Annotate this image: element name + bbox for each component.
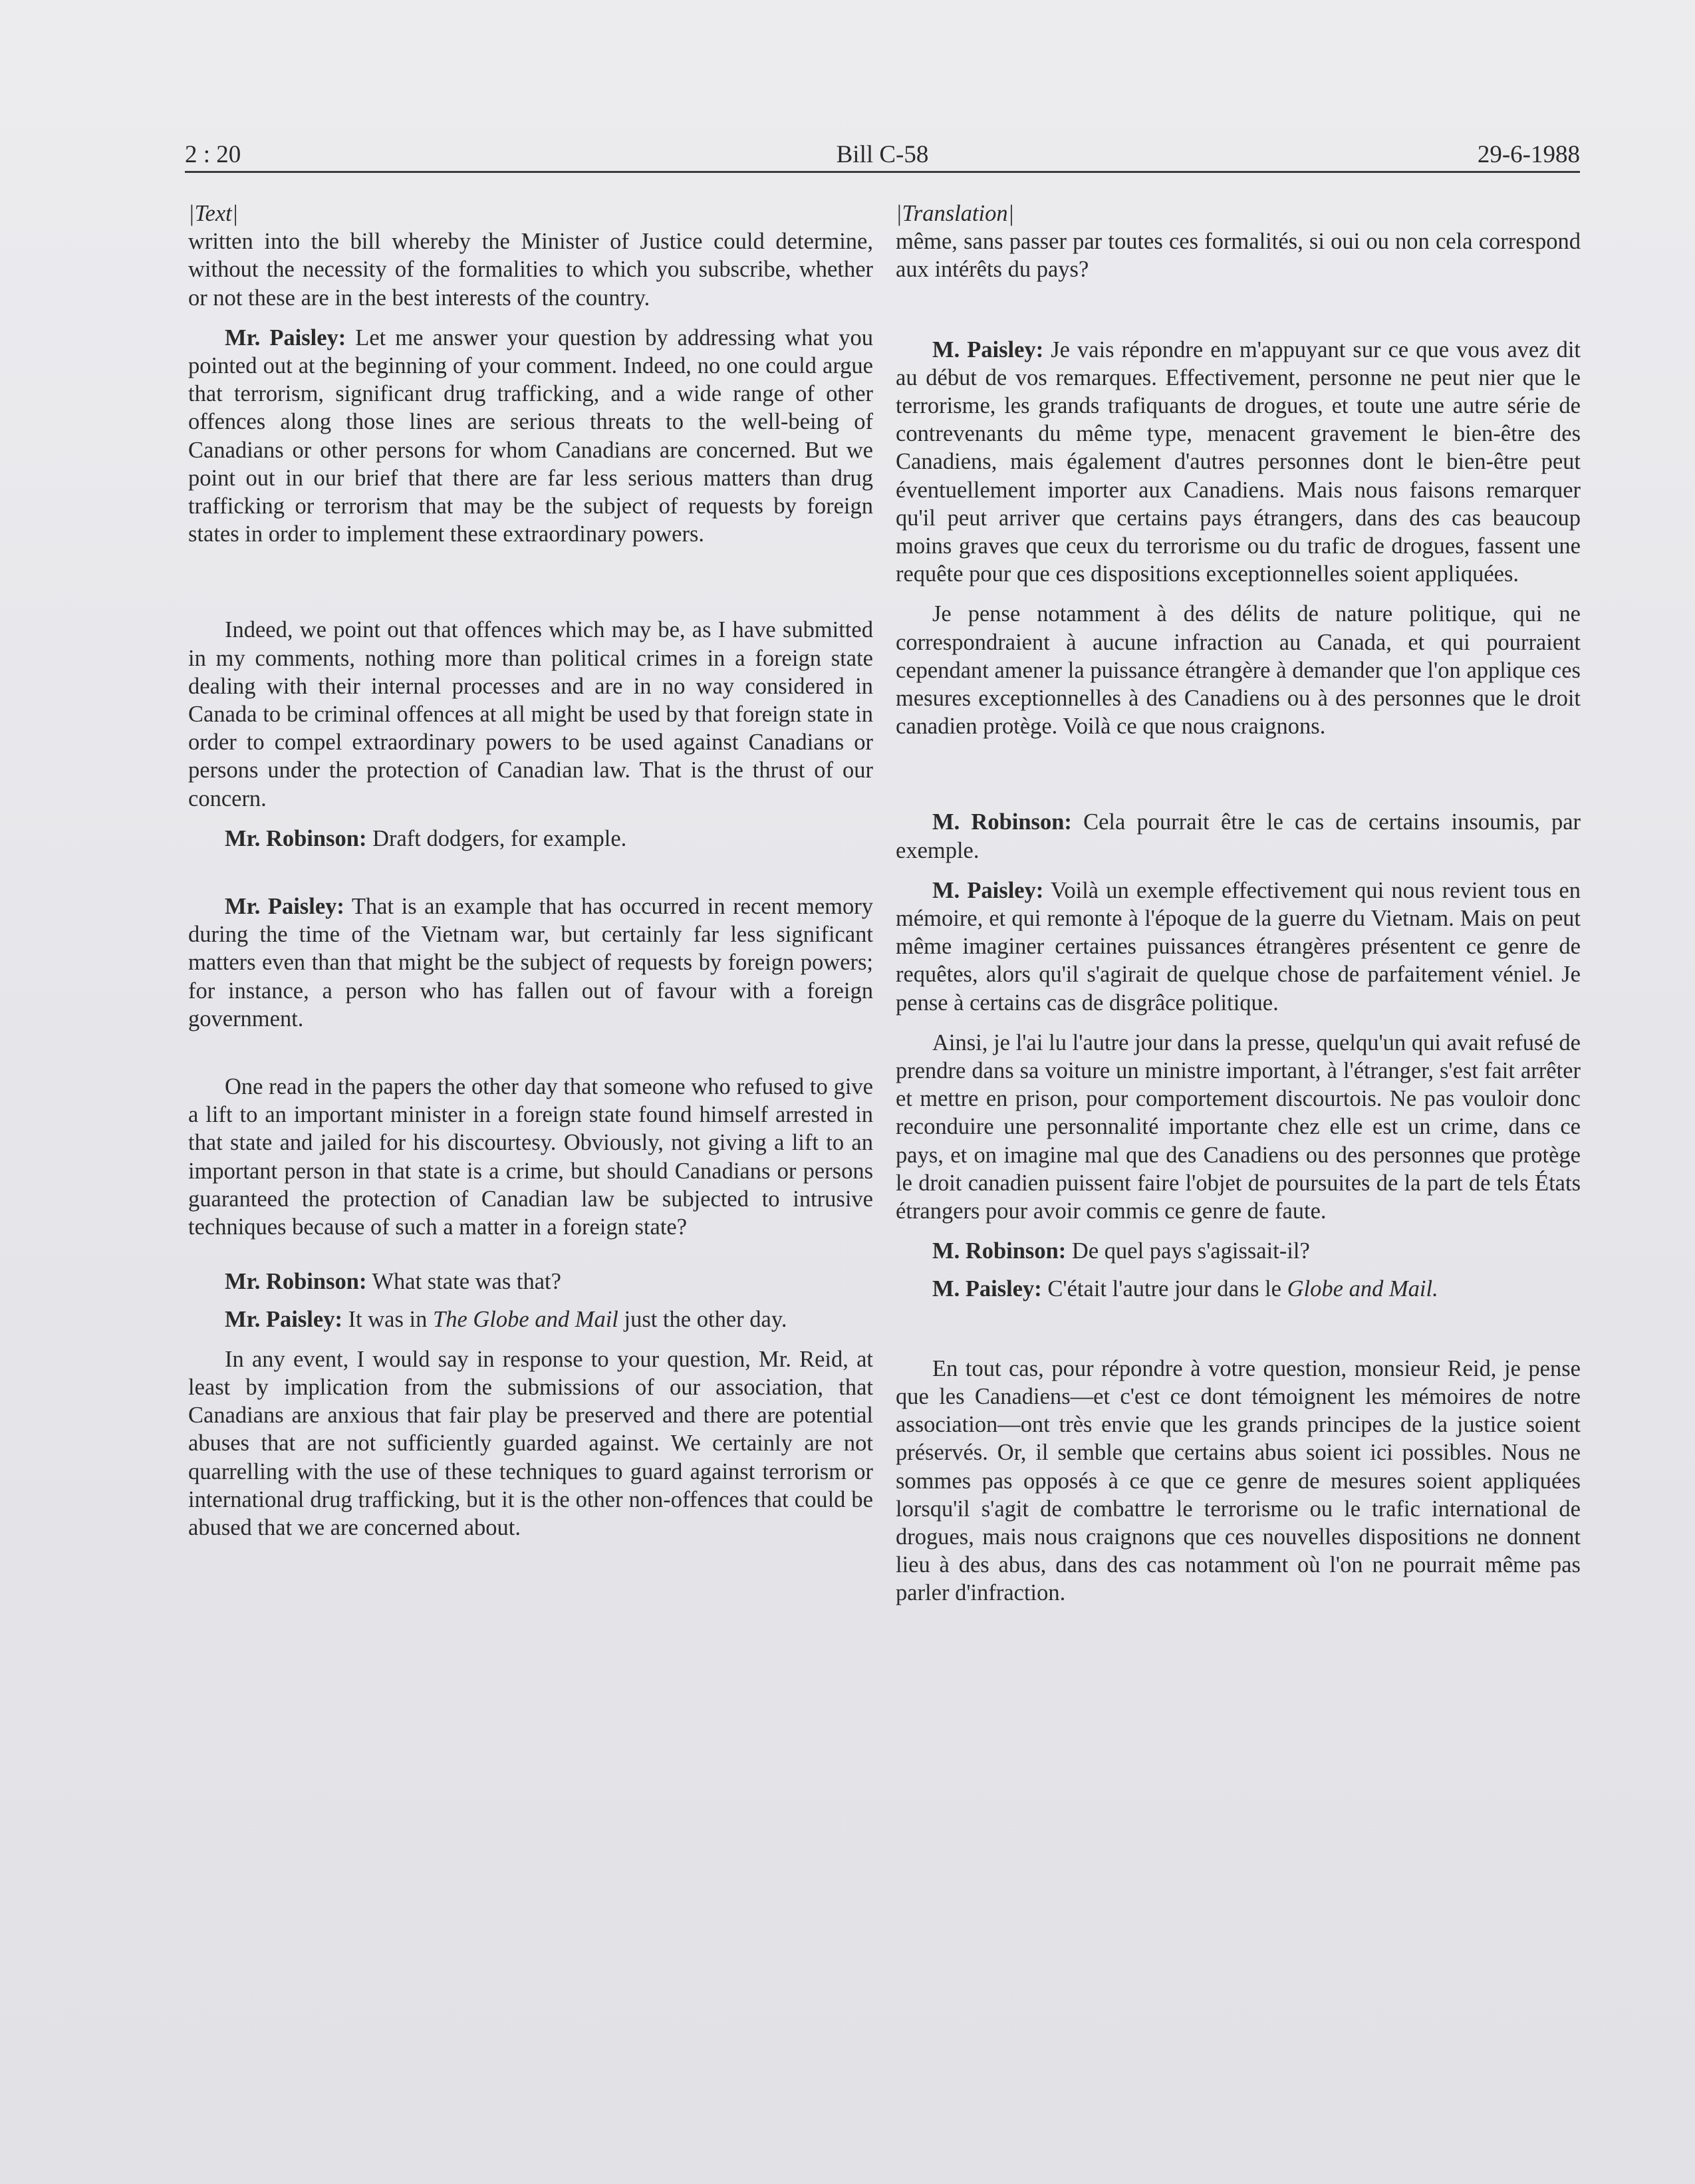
speaker-name: M. Paisley: [932, 337, 1044, 362]
paragraph [896, 1237, 1581, 1265]
paragraph [188, 324, 873, 549]
paragraph: même, sans passer par toutes ces formalités, si oui ou non cela correspond aux intérêts du pays? [896, 229, 1581, 283]
speech-text: De quel pays s'agissait-il? [1071, 1238, 1310, 1264]
speech-text: What state was that? [372, 1269, 561, 1295]
speech-text: just the other day. [624, 1306, 787, 1332]
english-column [188, 200, 873, 1542]
speaker-name: M. Robinson: [932, 809, 1072, 835]
speaker-name: Mr. Robinson: [225, 825, 367, 851]
speaker-name: Mr. Paisley: [225, 1306, 342, 1332]
paragraph: In any event, I would say in response to your question, Mr. Reid, at least by implication from the submissions of our association, that Canadians are anxious that fair play be preserved and there are potential abuses that are not sufficiently guarded against. We certainly are not quarrelling with the use of these techniques to guard against terrorism or international drug trafficking, but it is the other non-offences that could be abused that we are concerned about. [188, 1346, 873, 1540]
header-date: 29-6-1988 [1477, 141, 1580, 168]
speech-text: Let me answer your question by addressing what you pointed out at the beginning of your comment. Indeed, no one could argue that terrorism, significant drug trafficking, and a wide range of other offences along those lines are serious threats to the well-being of Canadians or other persons for whom Canadians are concerned. But we point out in our brief that there are far less serious matters than drug trafficking or terrorism that may be the subject of requests by foreign states in order to implement these extraordinary powers. [188, 325, 873, 547]
newspaper-title: The Globe and Mail [433, 1306, 618, 1332]
paragraph [188, 892, 873, 1033]
page-number: 2 : 20 [185, 141, 241, 168]
paragraph [896, 877, 1581, 1017]
paragraph: written into the bill whereby the Minister of Justice could determine, without the necessity of the formalities to which you subscribe, whether or not these are in the best interests of the country. [188, 229, 873, 311]
paragraph: Indeed, we point out that offences which may be, as I have submitted in my comments, nothing more than political crimes in a foreign state dealing with their internal processes and are in no way considered in Canada to be criminal offences at all might be used by that foreign state in order to compel extraordinary powers to be used against Canadians or persons under the protection of Canadian law. That is the thrust of our concern. [188, 617, 873, 811]
translation-marker: |Translation| [896, 201, 1015, 226]
paragraph [896, 808, 1581, 864]
paragraph [188, 1305, 873, 1333]
speech-text: It was in [348, 1306, 428, 1332]
newspaper-title: Globe and Mail. [1287, 1276, 1438, 1301]
speech-text: C'était l'autre jour dans le [1047, 1276, 1281, 1301]
paragraph [896, 336, 1581, 589]
speech-text: Voilà un exemple effectivement qui nous revient tous en mémoire, et qui remonte à l'époque de la guerre du Vietnam. Mais on peut même imaginer certaines puissances étrangères présentent ce genre de requêtes, alors qu'il s'agirait de quelque chose de parfaitement véniel. Je pense à certains cas de disgrâce politique. [896, 877, 1581, 1016]
speaker-name: Mr. Robinson: [225, 1269, 367, 1295]
paragraph: En tout cas, pour répondre à votre question, monsieur Reid, je pense que les Canadiens—et c'est ce dont témoignent les mémoires de notre association—ont très envie que les grands principes de la justice soient préservés. Or, il semble que certains abus soient ici possibles. Nous ne sommes pas opposés à ce que ce genre de mesures soient appliquées lorsqu'il s'agit de combattre le terrorisme ou le trafic international de drogues, mais nous craignons que ces nouvelles dispositions ne donnent lieu à des abus, dans des cas notamment où l'on ne pourrait même pas parler d'infraction. [896, 1355, 1581, 1606]
speech-text: Cela pourrait être le cas de certains insoumis, par exemple. [896, 809, 1581, 863]
speech-text: That is an example that has occurred in recent memory during the time of the Vietnam war, but certainly far less significant matters even than that might be the subject of requests by foreign powers; for instance, a person who has fallen out of favour with a foreign government. [188, 894, 873, 1031]
text-marker: |Text| [188, 201, 239, 226]
speaker-name: Mr. Paisley: [225, 894, 344, 920]
speech-text: Draft dodgers, for example. [372, 825, 627, 851]
speaker-name: M. Robinson: [932, 1238, 1067, 1264]
french-column [896, 200, 1581, 1607]
bill-title: Bill C-58 [836, 141, 929, 168]
paragraph: Ainsi, je l'ai lu l'autre jour dans la presse, quelqu'un qui avait refusé de prendre dans sa voiture un ministre important, à l'étranger, s'est fait arrêter et mettre en prison, pour comportement discourtois. Ne pas vouloir donc reconduire une personnalité importante chez elle est un crime, dans ce pays, et on imagine mal que des Canadiens ou des personnes que protège le droit canadien puissent faire l'objet de poursuites de la part de tels États étrangers pour avoir commis ce genre de faute. [896, 1029, 1581, 1224]
speaker-name: M. Paisley: [932, 877, 1044, 903]
paragraph [188, 1268, 873, 1296]
paragraph [896, 1275, 1581, 1303]
paragraph [188, 825, 873, 853]
running-header [185, 136, 1580, 173]
speech-text: Je vais répondre en m'appuyant sur ce que vous avez dit au début de vos remarques. Effectivement, personne ne peut nier que le terrorisme, les grands trafiquants de drogues, et toute une autre série de contrevenants du même type, menacent gravement le bien-être des Canadiens, mais également d'autres personnes dont le bien-être peut éventuellement importer aux Canadiens. Mais nous faisons remarquer qu'il peut arriver que certains pays étrangers, dans des cas beaucoup moins graves que ceux du terrorisme ou du trafic de drogues, fassent une requête pour que ces dispositions exceptionnelles soient appliquées. [896, 337, 1581, 587]
paragraph: One read in the papers the other day that someone who refused to give a lift to an important minister in a foreign state found himself arrested in that state and jailed for his discourtesy. Obviously, not giving a lift to an important person in that state is a crime, but should Canadians or persons guaranteed the protection of Canadian law be subjected to intrusive techniques because of such a matter in a foreign state? [188, 1074, 873, 1240]
speaker-name: Mr. Paisley: [225, 325, 346, 350]
paragraph: Je pense notamment à des délits de nature politique, qui ne correspondraient à aucune infraction au Canada, et qui pourraient cependant amener la puissance étrangère à demander que l'on applique ces mesures exceptionnelles à des Canadiens ou à des personnes que le droit canadien protège. Voilà ce que nous craignons. [896, 601, 1581, 740]
speaker-name: M. Paisley: [932, 1276, 1042, 1301]
